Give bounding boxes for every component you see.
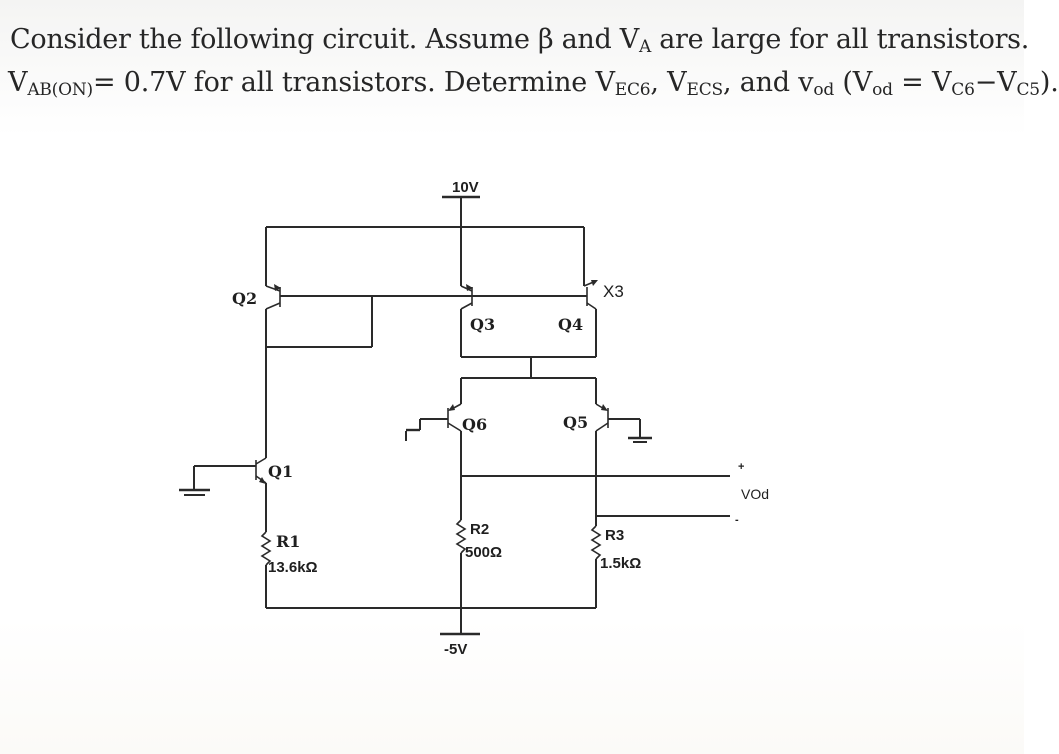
- output-label: VOd: [741, 486, 770, 502]
- r2-value: 500Ω: [465, 544, 503, 561]
- r3-label: R3: [605, 527, 625, 544]
- supply-10v: [442, 179, 480, 227]
- problem-text: , V: [650, 67, 687, 98]
- problem-text: V: [8, 67, 28, 98]
- supply-minus-5v: [440, 608, 480, 658]
- r1-label: R1: [276, 532, 301, 551]
- problem-subscript: od: [872, 80, 893, 100]
- transistor-q6: [420, 404, 487, 434]
- problem-subscript: A: [638, 37, 651, 57]
- resistor-r2: [457, 520, 502, 561]
- transistor-q5: [563, 404, 640, 438]
- problem-text: are large for all transistors.: [650, 24, 1030, 55]
- problem-text: , and v: [722, 67, 814, 98]
- problem-text: = 0.7V for all transistors. Determine V: [92, 67, 615, 98]
- q1-label: Q1: [268, 462, 294, 481]
- supply-top-label: 10V: [452, 179, 479, 196]
- ground-icon: [628, 438, 652, 442]
- problem-text: (V: [834, 67, 873, 98]
- problem-subscript: EC6: [614, 80, 651, 100]
- transistor-q1: [194, 458, 293, 490]
- r3-value: 1.5kΩ: [600, 555, 642, 572]
- ground-icon: [179, 490, 210, 495]
- problem-subscript: od: [813, 80, 835, 100]
- transistor-q4: [558, 280, 624, 334]
- problem-text: Consider the following circuit. Assume β and V: [10, 24, 639, 55]
- x3-label: X3: [603, 282, 624, 301]
- transistor-q3: [461, 284, 495, 334]
- problem-subscript: ECS: [686, 80, 723, 100]
- problem-subscript: AB(ON): [27, 80, 93, 100]
- supply-bottom-label: -5V: [444, 641, 468, 658]
- q3-label: Q3: [470, 315, 496, 334]
- output-plus-sign: +: [738, 461, 745, 473]
- output-minus-sign: -: [735, 514, 739, 526]
- problem-text: = V: [892, 67, 952, 98]
- r1-value: 13.6kΩ: [268, 559, 318, 576]
- ground-icon: [406, 430, 420, 441]
- q5-label: Q5: [563, 413, 589, 432]
- problem-text: −V: [974, 67, 1017, 98]
- problem-subscript: C6: [951, 80, 975, 100]
- problem-text: ).: [1039, 67, 1059, 98]
- problem-subscript: C5: [1016, 80, 1040, 100]
- q2-label: Q2: [232, 289, 258, 308]
- transistor-q2: [232, 284, 281, 309]
- resistor-r3: [592, 526, 641, 572]
- resistor-r1: [262, 532, 318, 576]
- q4-label: Q4: [558, 315, 584, 334]
- q6-label: Q6: [462, 415, 488, 434]
- r2-label: R2: [470, 521, 490, 538]
